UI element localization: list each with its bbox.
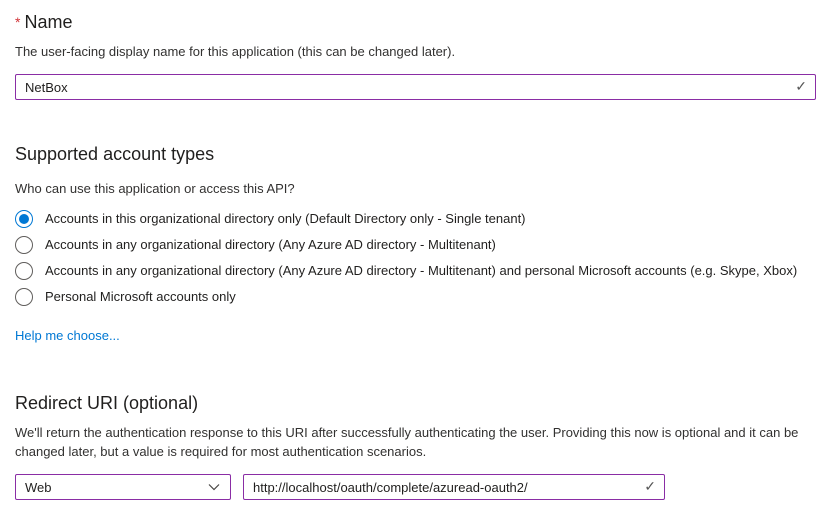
chevron-down-icon: [207, 480, 221, 494]
radio-icon: [15, 236, 33, 254]
radio-option-multitenant-personal[interactable]: [15, 258, 816, 284]
radio-option-label: Personal Microsoft accounts only: [45, 289, 236, 304]
radio-option-label: Accounts in this organizational directory only (Default Directory only - Single tenant): [45, 211, 526, 226]
radio-option-single-tenant[interactable]: [15, 206, 816, 232]
name-label: Name: [24, 12, 73, 32]
account-types-question: Who can use this application or access this API?: [15, 181, 295, 196]
radio-icon: [15, 210, 33, 228]
help-me-choose-link[interactable]: Help me choose...: [15, 328, 120, 343]
name-description: The user-facing display name for this application (this can be changed later).: [15, 44, 456, 59]
redirect-uri-input-container: [243, 474, 665, 500]
radio-option-multitenant[interactable]: [15, 232, 816, 258]
radio-option-label: Accounts in any organizational directory (Any Azure AD directory - Multitenant): [45, 237, 496, 252]
radio-option-personal-only[interactable]: [15, 284, 816, 310]
name-input[interactable]: [15, 74, 816, 100]
platform-selected-value: Web: [25, 479, 52, 495]
account-types-radio-group: [15, 206, 816, 310]
radio-icon: [15, 262, 33, 280]
redirect-uri-controls: [15, 474, 816, 500]
platform-select-dropdown[interactable]: [15, 474, 231, 500]
redirect-uri-title: Redirect URI (optional): [15, 393, 199, 413]
valid-checkmark-icon: ✓: [795, 77, 807, 94]
account-types-title: Supported account types: [15, 144, 215, 164]
radio-option-label: Accounts in any organizational directory (Any Azure AD directory - Multitenant) and personal Microsoft accounts (e.g. Skype, Xbox): [45, 263, 798, 278]
valid-checkmark-icon: ✓: [644, 477, 656, 494]
name-section-title: [15, 10, 816, 34]
redirect-uri-description: We'll return the authentication response to this URI after successfully authenticating the user. Providing this now is optional and it can be changed later, but a value is required for most authentication scenarios.: [15, 425, 799, 459]
name-input-container: [15, 74, 816, 100]
redirect-uri-input[interactable]: [243, 474, 665, 500]
radio-icon: [15, 288, 33, 306]
required-asterisk: *: [15, 14, 21, 30]
